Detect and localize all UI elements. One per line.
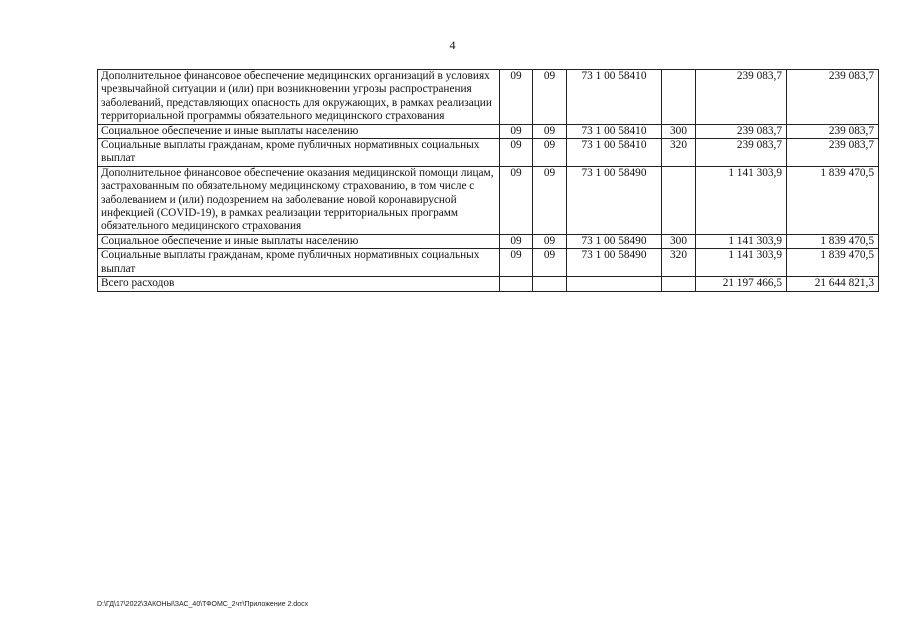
cell-name: Социальные выплаты гражданам, кроме публичных нормативных социальных выплат: [98, 249, 500, 277]
cell-expense-type: 320: [662, 249, 696, 277]
cell-subsection: 09: [533, 234, 567, 248]
cell-section: 09: [500, 166, 533, 234]
cell-subsection: 09: [533, 70, 567, 125]
cell-subsection: 09: [533, 166, 567, 234]
cell-subsection: 09: [533, 124, 567, 138]
cell-name: Всего расходов: [98, 277, 500, 291]
table-row: [98, 234, 879, 248]
cell-name: Дополнительное финансовое обеспечение медицинских организаций в условиях чрезвычайной ситуации и (или) при возникновении угрозы распространения заболеваний, представляющих опасность для окружающих, в рамках реализации территориальной программы обязательного медицинского страхования: [98, 70, 500, 125]
cell-subsection: 09: [533, 139, 567, 167]
cell-section: 09: [500, 70, 533, 125]
cell-target-article: [567, 277, 662, 291]
cell-amount-1: 239 083,7: [696, 70, 787, 125]
cell-amount-2: 239 083,7: [787, 124, 879, 138]
cell-amount-1: 1 141 303,9: [696, 249, 787, 277]
cell-target-article: 73 1 00 58490: [567, 166, 662, 234]
table-row: [98, 124, 879, 138]
page-number: 4: [449, 38, 456, 52]
cell-target-article: 73 1 00 58490: [567, 249, 662, 277]
cell-name: Социальное обеспечение и иные выплаты населению: [98, 234, 500, 248]
cell-target-article: 73 1 00 58410: [567, 139, 662, 167]
table-row: [98, 70, 879, 125]
cell-amount-1: 1 141 303,9: [696, 166, 787, 234]
cell-subsection: 09: [533, 249, 567, 277]
cell-section: 09: [500, 124, 533, 138]
cell-amount-2: 21 644 821,3: [787, 277, 879, 291]
cell-amount-2: 239 083,7: [787, 70, 879, 125]
table-row: [98, 139, 879, 167]
cell-amount-1: 239 083,7: [696, 139, 787, 167]
cell-amount-2: 1 839 470,5: [787, 166, 879, 234]
cell-expense-type: [662, 166, 696, 234]
cell-expense-type: 300: [662, 124, 696, 138]
table-row: [98, 249, 879, 277]
cell-name: Социальное обеспечение и иные выплаты населению: [98, 124, 500, 138]
cell-amount-2: 239 083,7: [787, 139, 879, 167]
cell-name: Социальные выплаты гражданам, кроме публичных нормативных социальных выплат: [98, 139, 500, 167]
cell-amount-1: 1 141 303,9: [696, 234, 787, 248]
table-row: [98, 277, 879, 291]
cell-expense-type: [662, 70, 696, 125]
cell-amount-1: 21 197 466,5: [696, 277, 787, 291]
budget-table: [97, 69, 879, 292]
cell-target-article: 73 1 00 58410: [567, 124, 662, 138]
cell-subsection: [533, 277, 567, 291]
budget-table-body: [98, 70, 879, 292]
cell-amount-1: 239 083,7: [696, 124, 787, 138]
cell-target-article: 73 1 00 58410: [567, 70, 662, 125]
cell-target-article: 73 1 00 58490: [567, 234, 662, 248]
cell-expense-type: 320: [662, 139, 696, 167]
cell-section: [500, 277, 533, 291]
cell-section: 09: [500, 234, 533, 248]
footer-file-path: D:\ГД\17\2022\ЗАКОНЫ\ЗАС_40\ТФОМС_2чт\Приложение 2.docx: [97, 601, 309, 608]
cell-expense-type: [662, 277, 696, 291]
cell-section: 09: [500, 249, 533, 277]
table-row: [98, 166, 879, 234]
cell-amount-2: 1 839 470,5: [787, 234, 879, 248]
cell-name: Дополнительное финансовое обеспечение оказания медицинской помощи лицам, застрахованным по обязательному медицинскому страхованию, в том числе с заболеванием и (или) подозрением на заболевание новой коронавирусной инфекцией (COVID-19), в рамках реализации территориальных программ обязательного медицинского страхования: [98, 166, 500, 234]
cell-section: 09: [500, 139, 533, 167]
cell-amount-2: 1 839 470,5: [787, 249, 879, 277]
cell-expense-type: 300: [662, 234, 696, 248]
